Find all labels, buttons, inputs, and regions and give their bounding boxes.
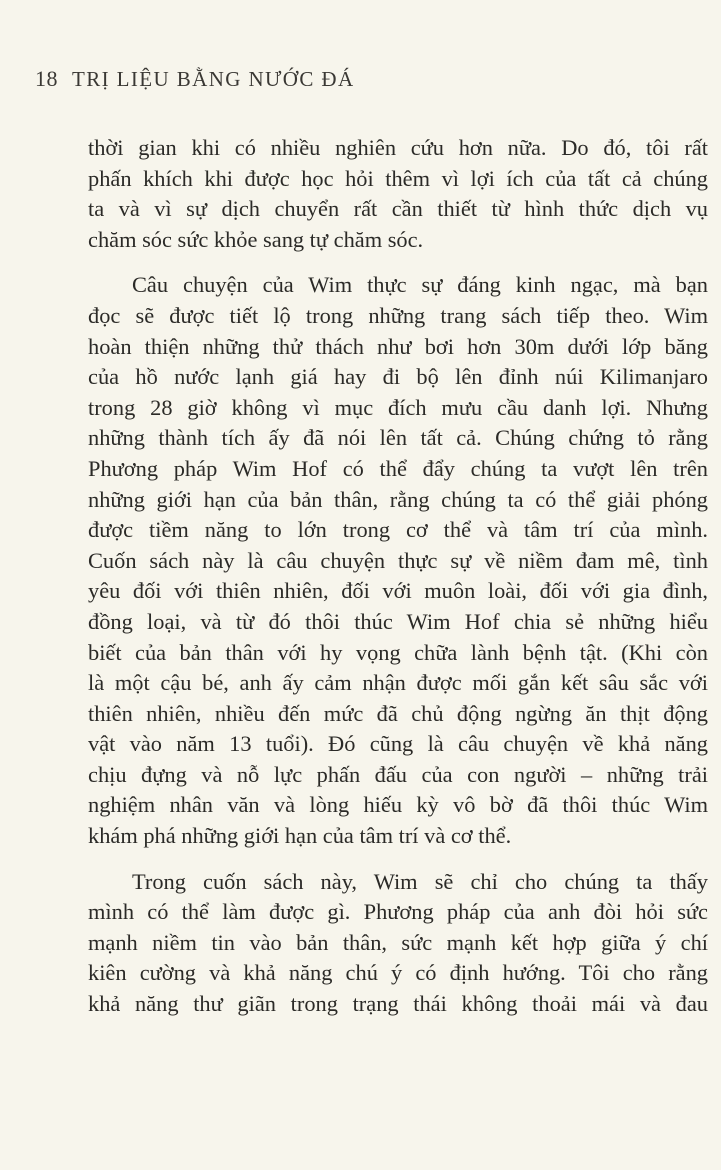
text-line: khám phá những giới hạn của tâm trí và cơ thể. — [88, 823, 512, 849]
text-line: Cuốn sách này là câu chuyện thực sự về niềm đam mê, tình — [88, 547, 708, 573]
text-line: những giới hạn của bản thân, rằng chúng ta có thể giải phóng — [88, 486, 708, 512]
paragraph-3 — [88, 867, 708, 1020]
text-line: vật vào năm 13 tuổi). Đó cũng là câu chuyện về khả năng — [88, 731, 708, 757]
text-line: là một cậu bé, anh ấy cảm nhận được mối gắn kết sâu sắc với — [88, 670, 708, 696]
text-line: yêu đối với thiên nhiên, đối với muôn loài, đối với gia đình, — [88, 578, 708, 604]
text-line: thiên nhiên, nhiều đến mức đã chủ động ngừng ăn thịt động — [88, 700, 708, 726]
text-line: chăm sóc sức khỏe sang tự chăm sóc. — [88, 226, 424, 252]
book-title: TRỊ LIỆU BẰNG NƯỚC ĐÁ — [72, 67, 355, 91]
text-line: biết của bản thân với hy vọng chữa lành bệnh tật. (Khi còn — [88, 639, 708, 665]
text-line: những thành tích ấy đã nói lên tất cả. Chúng chứng tỏ rằng — [88, 425, 708, 451]
body-text — [88, 133, 708, 1035]
text-line: đồng loại, và từ đó thôi thúc Wim Hof chia sẻ những hiểu — [88, 608, 708, 634]
text-line: ta và vì sự dịch chuyển rất cần thiết từ hình thức dịch vụ — [88, 196, 708, 222]
text-line: trong 28 giờ không vì mục đích mưu cầu danh lợi. Nhưng — [88, 394, 708, 420]
text-line: của hồ nước lạnh giá hay đi bộ lên đỉnh núi Kilimanjaro — [88, 364, 708, 390]
text-line: Phương pháp Wim Hof có thể đẩy chúng ta vượt lên trên — [88, 455, 708, 481]
text-line: đọc sẽ được tiết lộ trong những trang sách tiếp theo. Wim — [88, 302, 708, 328]
text-line: chịu đựng và nỗ lực phấn đấu của con người – những trải — [88, 761, 708, 787]
running-head — [35, 66, 355, 102]
paragraph-2 — [88, 270, 708, 851]
text-line: phấn khích khi được học hỏi thêm vì lợi ích của tất cả chúng — [88, 165, 708, 191]
paragraph-1 — [88, 133, 708, 255]
page-number: 18 — [35, 66, 58, 91]
text-line: Câu chuyện của Wim thực sự đáng kinh ngạc, mà bạn — [132, 272, 708, 298]
text-line: mình có thể làm được gì. Phương pháp của anh đòi hỏi sức — [88, 899, 708, 925]
text-line: Trong cuốn sách này, Wim sẽ chỉ cho chúng ta thấy — [132, 868, 708, 894]
text-line: hoàn thiện những thử thách như bơi hơn 30m dưới lớp băng — [88, 333, 708, 359]
text-line: kiên cường và khả năng chú ý có định hướng. Tôi cho rằng — [88, 960, 708, 986]
text-line: thời gian khi có nhiều nghiên cứu hơn nữa. Do đó, tôi rất — [88, 135, 708, 160]
text-line: khả năng thư giãn trong trạng thái không thoải mái và đau — [88, 991, 708, 1017]
text-line: nghiệm nhân văn và lòng hiếu kỳ vô bờ đã thôi thúc Wim — [88, 792, 708, 818]
text-line: được tiềm năng to lớn trong cơ thể và tâm trí của mình. — [88, 517, 708, 543]
text-line: mạnh niềm tin vào bản thân, sức mạnh kết hợp giữa ý chí — [88, 929, 708, 955]
